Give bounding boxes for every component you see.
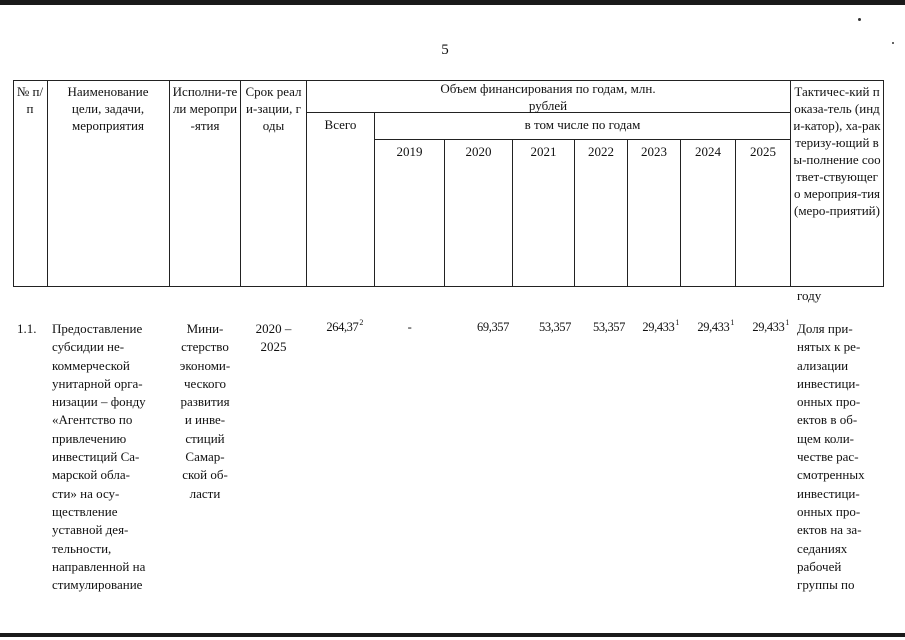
row-name-line: привлечению <box>52 430 127 446</box>
row-indicator-line: смотренных <box>797 467 865 483</box>
row-indicator-line: ализации <box>797 357 849 373</box>
row-value-2019 <box>375 320 444 335</box>
rule-under-by-years <box>374 139 790 140</box>
row-name-line: уставной дея- <box>52 522 129 538</box>
row-indicator-line: Доля при- <box>797 321 853 336</box>
row-period-line: 2025 <box>260 339 287 355</box>
header-year: 2023 <box>641 144 667 159</box>
col-border <box>680 139 681 287</box>
row-indicator-line: честве рас- <box>797 449 859 465</box>
row-total-value: 264,37 <box>326 320 359 334</box>
row-name-line: ществление <box>52 503 118 519</box>
col-border <box>790 80 791 287</box>
row-executor-line: Мини- <box>186 321 224 336</box>
header-bottom-border <box>13 286 883 287</box>
row-indicator-line: рабочей <box>797 558 842 574</box>
header-executor: Исполни-тели меропри-ятия <box>172 84 238 133</box>
header-indicator: Тактичес-кий показа-тель (инди-катор), ха-рактеризу-ющий вы-полнение соответ-ствующего мероприя-тия (меро-приятий) <box>793 84 881 218</box>
row-period-line: 2020 – <box>255 321 292 336</box>
row-name-line: сти» на осу- <box>52 485 120 501</box>
row-executor-line: ской об- <box>182 467 228 483</box>
scan-speck <box>858 18 861 21</box>
row-value: - <box>407 320 412 334</box>
row-executor-line: стиций <box>185 430 225 446</box>
row-value-2023 <box>628 320 679 335</box>
col-border <box>444 139 445 287</box>
row-period <box>243 320 304 357</box>
col-border <box>735 139 736 287</box>
row-total <box>307 320 363 335</box>
header-period: Срок реали-зации, годы <box>245 84 302 133</box>
header-year: 2022 <box>588 144 614 159</box>
row-value-2024 <box>681 320 734 335</box>
col-border <box>374 112 375 287</box>
row-value-2021 <box>513 320 571 335</box>
row-value: 53,357 <box>593 320 625 334</box>
col-border <box>169 80 170 287</box>
header-funding: Объем финансирования по годам, млн. рублей <box>440 81 656 113</box>
col-border <box>306 80 307 287</box>
row-name-line: стимулирование <box>52 577 143 593</box>
row-name-line: инвестиций Са- <box>52 449 140 465</box>
row-executor-line: развития <box>180 394 230 410</box>
row-name-line: тельности, <box>52 540 112 556</box>
header-year: 2019 <box>396 144 423 159</box>
row-value: 29,433 <box>697 320 730 334</box>
row-value: 29,433 <box>752 320 785 334</box>
row-value-2022 <box>575 320 625 335</box>
row-total-footnote: 2 <box>359 318 363 327</box>
row-number: 1.1. <box>17 321 37 336</box>
col-border <box>240 80 241 287</box>
row-name-line: Предоставление <box>52 321 143 336</box>
row-value: 29,433 <box>642 320 675 334</box>
row-indicator <box>797 320 877 594</box>
row-indicator-line: онных про- <box>797 503 861 519</box>
row-name <box>52 320 166 594</box>
col-border <box>512 139 513 287</box>
row-indicator-line: ектов в об- <box>797 412 858 428</box>
col-border <box>883 80 884 287</box>
page-number: 5 <box>441 42 449 58</box>
row-indicator-line: седаниях <box>797 540 848 556</box>
row-name-line: субсидии не- <box>52 339 125 355</box>
row-value-footnote: 1 <box>730 318 734 327</box>
row-indicator-line: инвестици- <box>797 485 860 501</box>
row-name-line: направленной на <box>52 558 146 574</box>
row-name-line: низации – фонду <box>52 394 146 410</box>
row-executor-line: стерство <box>181 339 229 355</box>
row-value-footnote: 1 <box>785 318 789 327</box>
row-value-2020 <box>445 320 509 335</box>
header-by-years: в том числе по годам <box>524 117 641 132</box>
col-border <box>47 80 48 287</box>
col-border <box>13 80 14 287</box>
row-value: 53,357 <box>539 320 571 334</box>
row-executor-line: экономи- <box>179 357 231 373</box>
header-name: Наименование цели, задачи, мероприятия <box>67 84 149 133</box>
row-value-footnote: 1 <box>675 318 679 327</box>
header-total: Всего <box>324 117 357 132</box>
row-indicator-line: щем коли- <box>797 430 855 446</box>
row-name-line: марской обла- <box>52 467 130 483</box>
col-border <box>574 139 575 287</box>
header-no: № п/п <box>16 84 44 116</box>
row-executor-line: и инве- <box>184 412 226 428</box>
row-indicator-line: группы по <box>797 577 855 593</box>
row-indicator-line: ектов на за- <box>797 522 862 538</box>
row-name-line: «Агентство по <box>52 412 133 428</box>
row-value: 69,357 <box>477 320 509 334</box>
col-border <box>627 139 628 287</box>
header-year: 2021 <box>530 144 557 159</box>
row-value-2025 <box>736 320 789 335</box>
indicator-continuation: году <box>797 288 822 303</box>
row-executor <box>172 320 238 503</box>
top-scan-border <box>0 0 905 5</box>
row-indicator-line: нятых к ре- <box>797 339 861 355</box>
row-indicator-line: инвестици- <box>797 375 860 391</box>
header-year: 2020 <box>465 144 492 159</box>
bottom-scan-border <box>0 633 905 637</box>
row-executor-line: Самар- <box>185 449 225 465</box>
header-year: 2024 <box>695 144 721 159</box>
header-year: 2025 <box>750 144 776 159</box>
row-indicator-line: онных про- <box>797 394 861 410</box>
row-executor-line: ческого <box>183 375 227 391</box>
row-name-line: унитарной орга- <box>52 375 143 391</box>
row-executor-line: ласти <box>189 485 221 501</box>
scan-speck <box>892 42 894 44</box>
row-name-line: коммерческой <box>52 357 130 373</box>
